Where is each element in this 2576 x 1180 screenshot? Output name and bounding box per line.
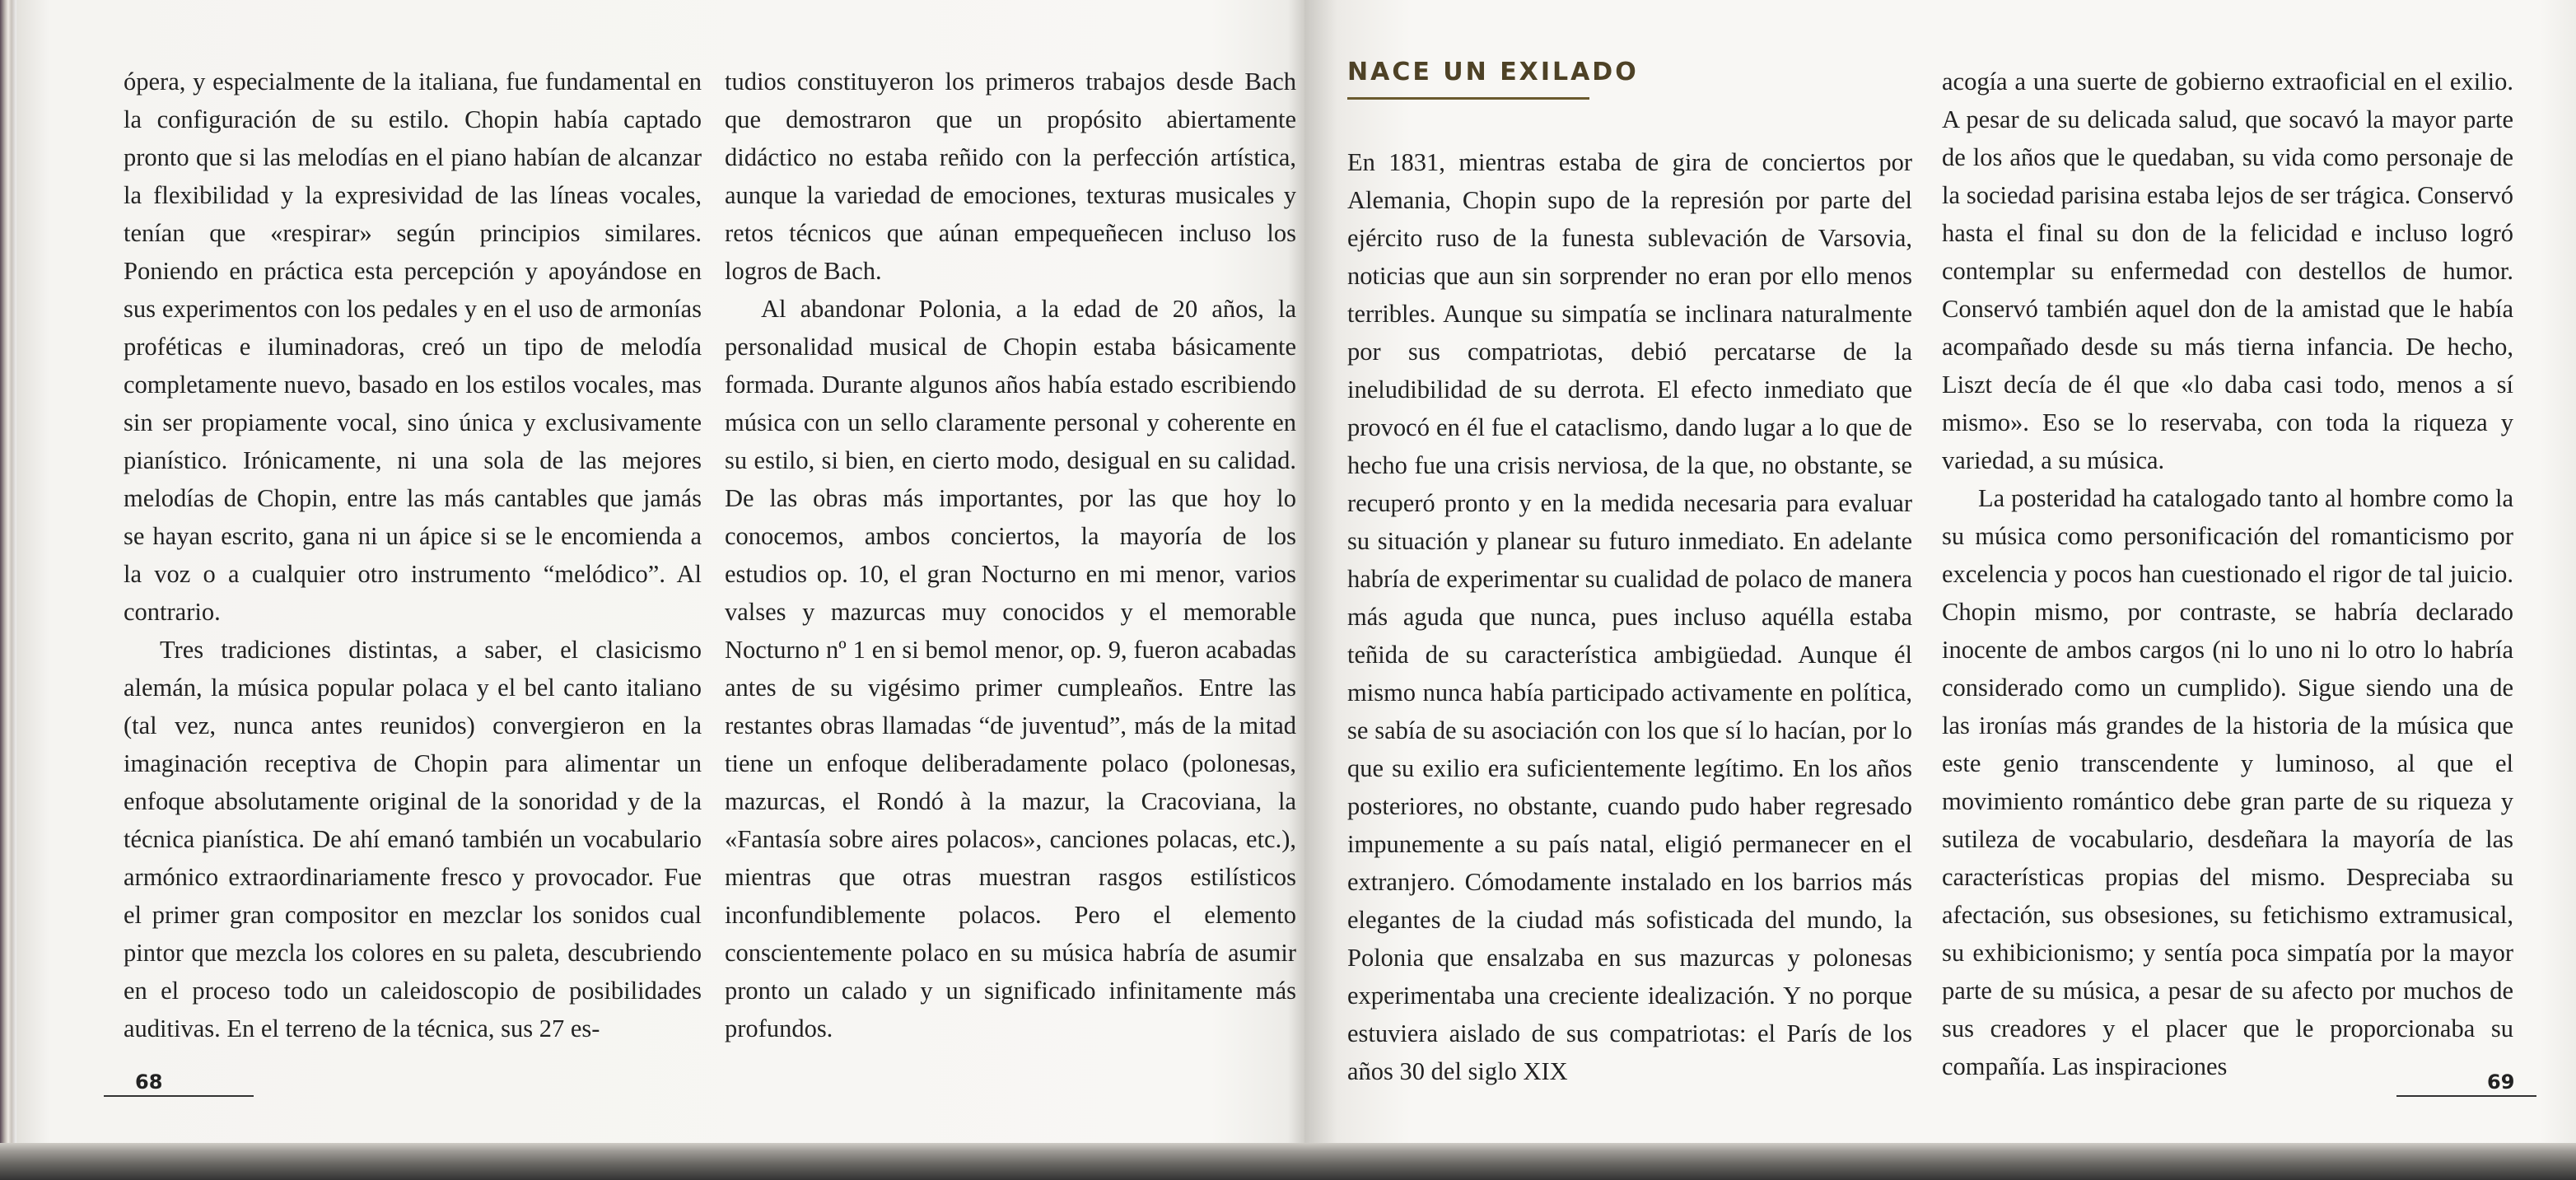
left-page-column-1 — [124, 63, 702, 1047]
left-page-column-2 — [725, 63, 1296, 1047]
folio-rule-right — [2396, 1095, 2536, 1097]
paragraph: La posteridad ha catalogado tanto al hombre como la su música como personificación del romanticismo por excelencia y pocos han cuestionado el rigor de tal juicio. Chopin mismo, por contraste, se habría declarado inocente de ambos cargos (ni lo uno ni lo otro lo habría considerado como un cumplido). Sigue siendo una de las ironías más grandes de la historia de la música que este genio transcendente y luminoso, al que el movimiento romántico debe gran parte de su riqueza y sutileza de vocabulario, desdeñara la mayoría de las características propias del mismo. Despreciaba su afectación, sus obsesiones, su fetichismo extramusical, su exhibicionismo; y sentía poca simpatía por la mayor parte de su música, a pesar de su afecto por muchos de sus creadores y el placer que le proporcionaba su compañía. Las inspiraciones — [1942, 484, 2513, 1080]
paragraph: tudios constituyeron los primeros trabajos desde Bach que demostraron que un propósito abiertamente didáctico no estaba reñido con la perfección artística, aunque la variedad de emociones, texturas musicales y retos técnicos que aúnan empequeñecen incluso los logros de Bach. — [725, 68, 1296, 285]
page-number-right: 69 — [2487, 1070, 2515, 1094]
right-page-column-2 — [1942, 63, 2513, 1085]
paragraph: Al abandonar Polonia, a la edad de 20 años, la personalidad musical de Chopin estaba básicamente formada. Durante algunos años había estado escribiendo música con un sello claramente personal y coherente en su estilo, si bien, en cierto modo, desigual en su calidad. De las obras más importantes, por las que hoy lo conocemos, ambos conciertos, la mayoría de los estudios op. 10, el gran Nocturno en mi menor, varios valses y mazurcas muy conocidos y el memorable Nocturno nº 1 en si bemol menor, op. 9, fueron acabadas antes de su vigésimo primer cumpleaños. Entre las restantes obras llamadas “de juventud”, más de la mitad tiene un enfoque deliberadamente polaco (polonesas, mazurcas, el Rondó à la mazur, la Cracoviana, la «Fantasía sobre aires polacos», canciones polacas, etc.), mientras que otras muestran rasgos estilísticos inconfundiblemente polacos. Pero el elemento conscientemente polaco en su música habría de asumir pronto un calado y un significado infinitamente más profundos. — [725, 295, 1296, 1042]
section-heading: NACE UN EXILADO — [1347, 58, 1639, 86]
paragraph: En 1831, mientras estaba de gira de conciertos por Alemania, Chopin supo de la represión por parte del ejército ruso de la funesta sublevación de Varsovia, noticias que aun sin sorprender no eran por ello menos terribles. Aunque su simpatía se inclinara naturalmente por sus compatriotas, debió percatarse de la ineludibilidad de su derrota. El efecto inmediato que provocó en él fue el cataclismo, dando lugar a lo que de hecho fue una crisis nerviosa, de la que, no obstante, se recuperó pronto y en la medida necesaria para evaluar su situación y planear su futuro inmediato. En adelante habría de experimentar su cualidad de polaco de manera más aguda que nunca, pues incluso aquélla estaba teñida de su característica ambigüedad. Aunque él mismo nunca había participado activamente en política, se sabía de su asociación con los que sí lo hacían, por lo que su exilio era suficientemente legítimo. En los años posteriores, no obstante, cuando pudo haber regresado impunemente a su país natal, eligió permanecer en el extranjero. Cómodamente instalado en los barrios más elegantes de la ciudad más sofisticada del mundo, la Polonia que ensalzaba en sus mazurcas y polonesas experimentaba una creciente idealización. Y no porque estuviera aislado de sus compatriotas: el París de los años 30 del siglo XIX — [1347, 148, 1912, 1085]
book-edge — [0, 0, 16, 1180]
paragraph: Tres tradiciones distintas, a saber, el clasicismo alemán, la música popular polaca y el bel canto italiano (tal vez, nunca antes reunidos) convergieron en la imaginación receptiva de Chopin para alimentar un enfoque absolutamente original de la sonoridad y de la técnica pianística. De ahí emanó también un vocabulario armónico extraordinariamente fresco y provocador. Fue el primer gran compositor en mezclar los sonidos cual pintor que mezcla los colores en su paleta, descubriendo en el proceso todo un caleidoscopio de posibilidades auditivas. En el terreno de la técnica, sus 27 es- — [124, 636, 702, 1042]
folio-rule-left — [104, 1095, 254, 1097]
paragraph: acogía a una suerte de gobierno extraoficial en el exilio. A pesar de su delicada salud, que socavó la mayor parte de los años que le quedaban, su vida como personaje de la sociedad parisina estaba lejos de ser trágica. Conservó hasta el final su don de la felicidad e incluso logró contemplar su enfermedad con destellos de humor. Conservó también aquel don de la amistad que le había acompañado desde su más tierna infancia. De hecho, Liszt decía de él que «lo daba casi todo, menos a sí mismo». Eso se lo reservaba, con toda la riqueza y variedad, a su música. — [1942, 68, 2513, 474]
book-bottom-edge — [0, 1143, 2576, 1180]
right-page-column-1 — [1347, 143, 1912, 1090]
paragraph: ópera, y especialmente de la italiana, fue fundamental en la configuración de su estilo. Chopin había captado pronto que si las melodías en el piano habían de alcanzar la flexibilidad y la expresividad de las líneas vocales, tenían que «respirar» según principios similares. Poniendo en práctica esta percepción y apoyándose en sus experimentos con los pedales y en el uso de armonías proféticas e iluminadoras, creó un tipo de melodía completamente nuevo, basado en los estilos vocales, mas sin ser propiamente vocal, sino única y exclusivamente pianístico. Irónicamente, ni una sola de las mejores melodías de Chopin, entre las más cantables que jamás se hayan escrito, gana ni un ápice si se le encomienda a la voz o a cualquier otro instrumento “melódico”. Al contrario. — [124, 68, 702, 626]
page-number-left: 68 — [135, 1070, 163, 1094]
heading-underline — [1347, 97, 1589, 100]
